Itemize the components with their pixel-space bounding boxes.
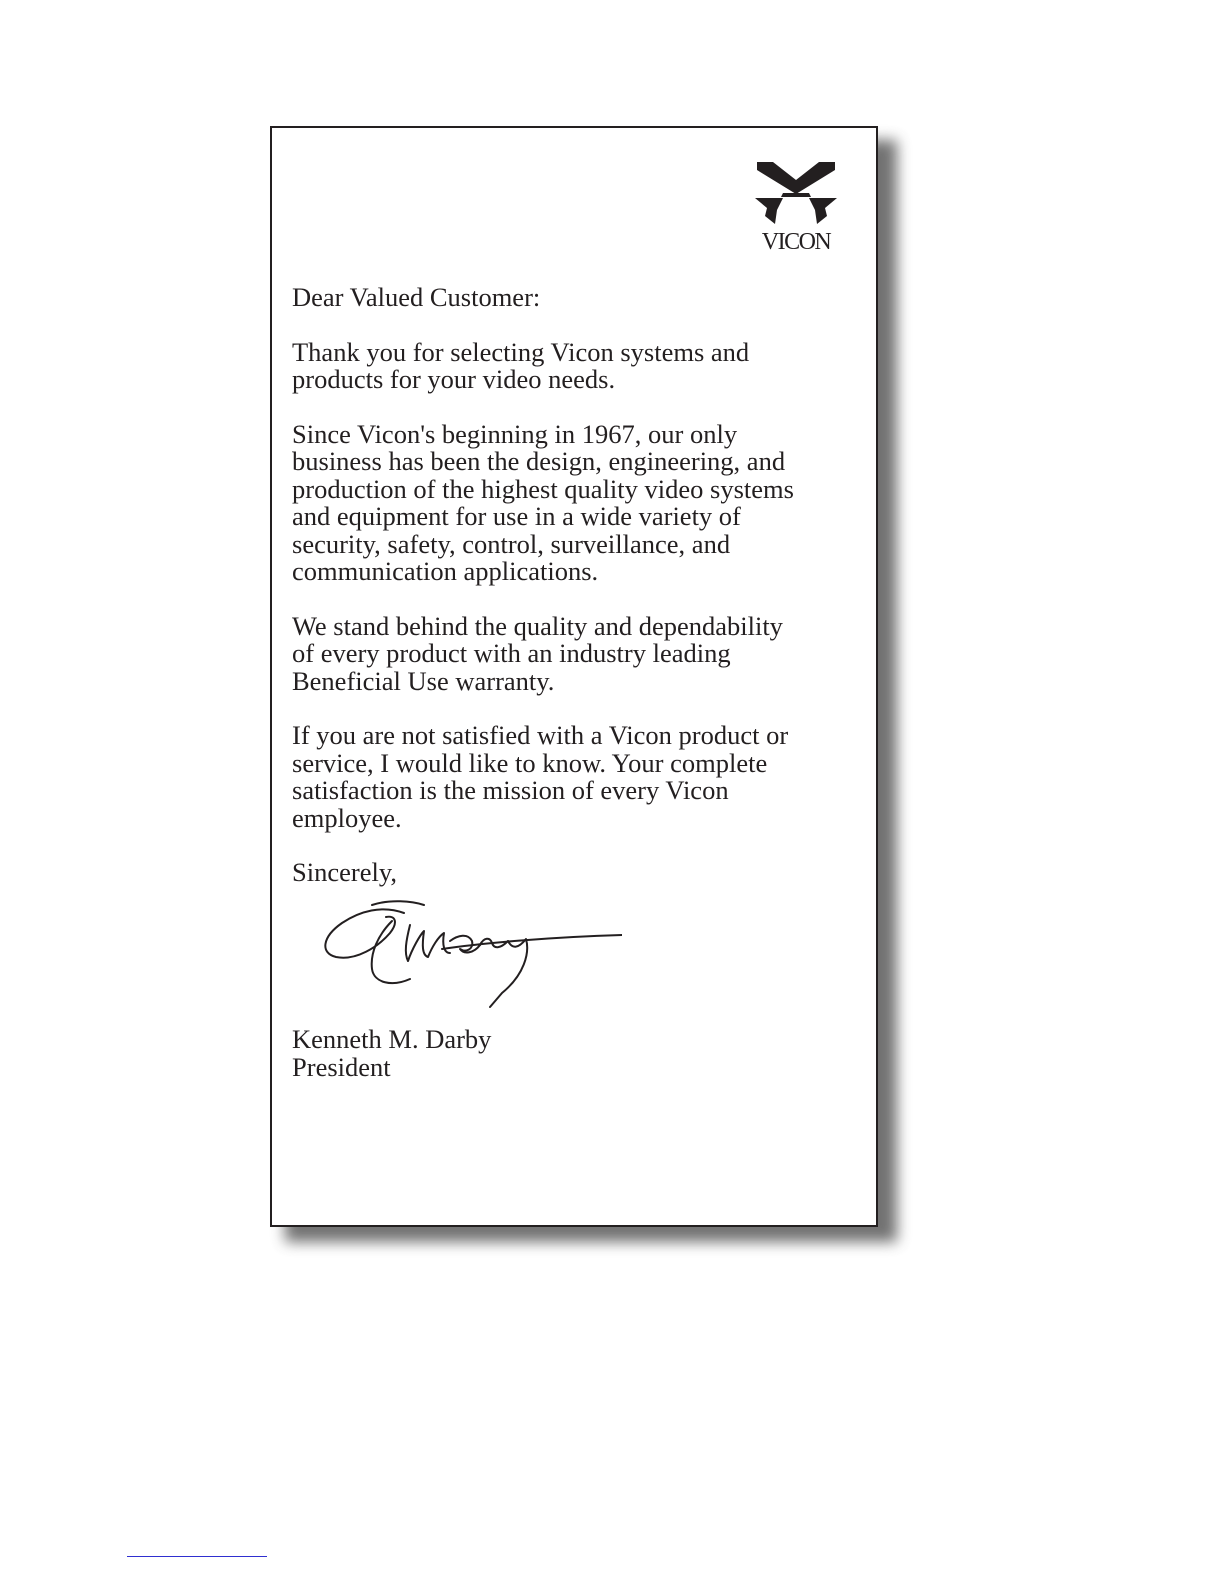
letter-body — [292, 284, 862, 914]
signer-name: Kenneth M. Darby — [292, 1024, 492, 1054]
closing: Sincerely, — [292, 857, 397, 887]
signature-icon — [312, 891, 622, 1031]
footer-rule — [127, 1556, 267, 1557]
letter-page — [270, 126, 878, 1227]
vicon-logo-icon — [753, 160, 839, 230]
paragraph-1: Thank you for selecting Vicon systems and products for your video needs. — [292, 336, 750, 394]
signer-block — [292, 1026, 491, 1081]
signer-title: President — [292, 1051, 391, 1082]
salutation: Dear Valued Customer: — [292, 282, 541, 312]
paragraph-3: We stand behind the quality and dependability of every product with an industry leading Beneficial Use warranty. — [292, 610, 783, 696]
paragraph-4: If you are not satisfied with a Vicon product or service, I would like to know. Your complete satisfaction is the mission of every Vicon employee. — [292, 720, 789, 833]
vicon-logo — [753, 160, 839, 258]
paragraph-2: Since Vicon's beginning in 1967, our only business has been the design, engineering, and production of the highest quality video systems and equipment for use in a wide variety of security, safety, control, surveillance, and communication applications. — [292, 418, 794, 586]
logo-wordmark: VICON — [761, 229, 831, 255]
